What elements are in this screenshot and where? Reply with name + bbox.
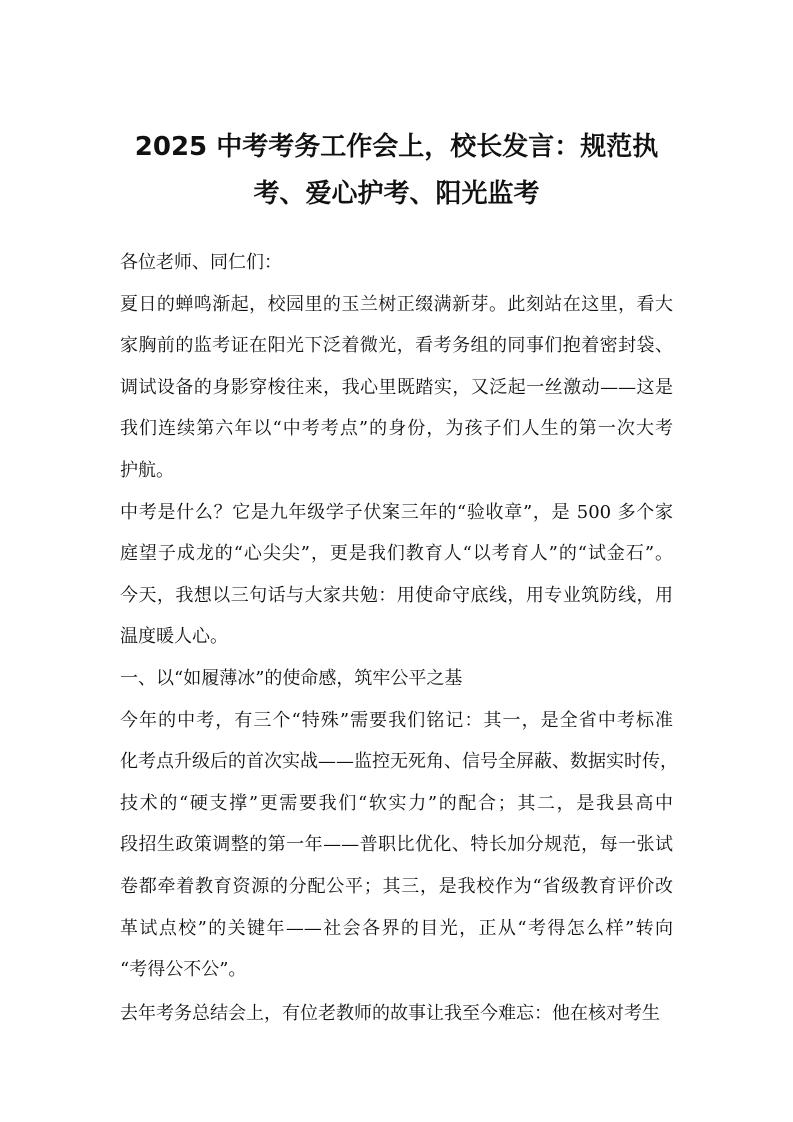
paragraph-line: 去年考务总结会上，有位老教师的故事让我至今难忘：他在核对考生 (120, 1002, 660, 1024)
paragraph-line: 夏日的蝉鸣渐起，校园里的玉兰树正缀满新芽。此刻站在这里，看大 (120, 293, 673, 315)
paragraph-line: 调试设备的身影穿梭往来，我心里既踏实，又泛起一丝激动——这是 (120, 376, 673, 398)
paragraph-line: 技术的“硬支撑”更需要我们“软实力”的配合；其二，是我县高中 (120, 792, 673, 814)
paragraph (120, 246, 673, 288)
document-body (120, 246, 678, 1038)
paragraph (120, 288, 673, 496)
title-line: 考、爱心护考、阳光监考 (253, 179, 540, 209)
paragraph (120, 496, 673, 662)
paragraph-line: 今天，我想以三句话与大家共勉：用使命守底线，用专业筑防线，用 (120, 584, 673, 606)
paragraph-line: 革试点校”的关键年——社会各界的目光，正从“考得怎么样”转向 (120, 917, 673, 939)
paragraph-line: 家胸前的监考证在阳光下泛着微光，看考务组的同事们抱着密封袋、 (120, 335, 673, 357)
paragraph (120, 704, 678, 995)
paragraph (120, 997, 673, 1039)
title-line: 2025 中考考务工作会上，校长发言：规范执 (134, 132, 659, 162)
paragraph-line: 温度暖人心。 (120, 626, 228, 648)
paragraph-line: 我们连续第六年以“中考考点”的身份，为孩子们人生的第一次大考 (120, 418, 673, 440)
paragraph-line: 一、以“如履薄冰”的使命感，筑牢公平之基 (120, 667, 463, 689)
paragraph-line: 段招生政策调整的第一年——普职比优化、特长加分规范，每一张试 (120, 834, 673, 856)
paragraph-line: 化考点升级后的首次实战——监控无死角、信号全屏蔽、数据实时传， (120, 751, 678, 773)
paragraph-line: 庭望子成龙的“心尖尖”，更是我们教育人“以考育人”的“试金石”。 (120, 543, 673, 565)
paragraph-line: “考得公不公”。 (120, 959, 247, 981)
paragraph-line: 中考是什么？它是九年级学子伏案三年的“验收章”，是 500 多个家 (120, 501, 673, 523)
paragraph-line: 各位老师、同仁们： (120, 252, 282, 273)
document-title (110, 124, 683, 218)
paragraph-line: 卷都牵着教育资源的分配公平；其三，是我校作为“省级教育评价改 (120, 875, 673, 897)
paragraph-line: 今年的中考，有三个“特殊”需要我们铭记：其一，是全省中考标准 (120, 709, 673, 731)
paragraph-line: 护航。 (120, 459, 174, 481)
paragraph (120, 662, 673, 704)
